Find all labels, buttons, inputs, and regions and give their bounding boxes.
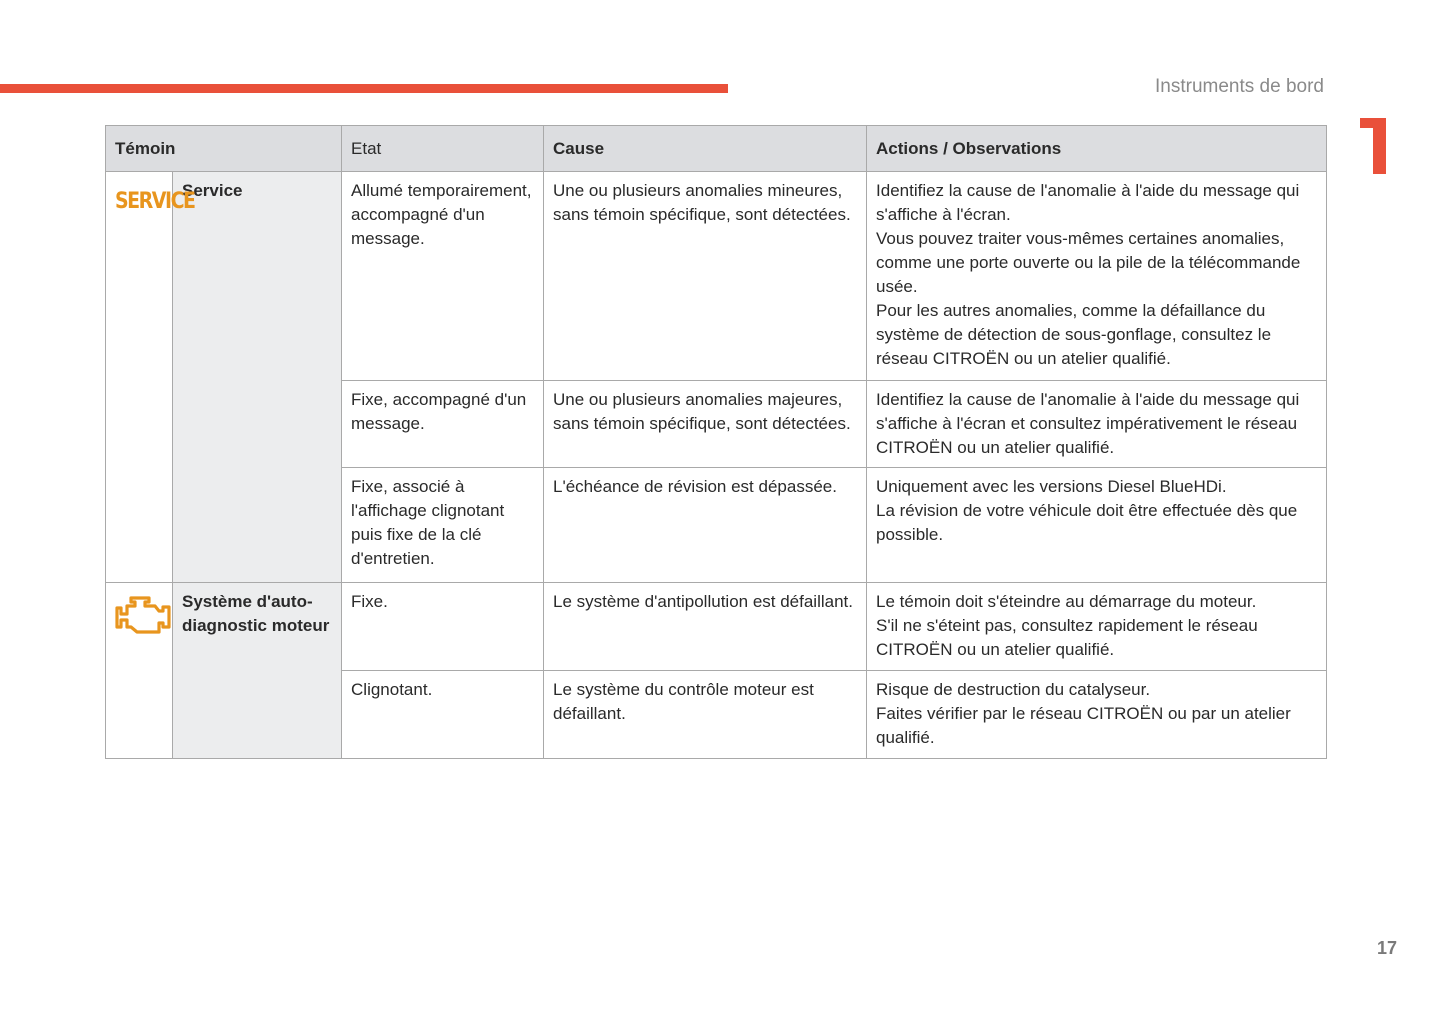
etat-cell: Allumé temporairement, accompagné d'un message. bbox=[342, 172, 544, 381]
column-header-etat: Etat bbox=[342, 126, 544, 172]
actions-cell bbox=[867, 381, 1327, 468]
action-line: Le témoin doit s'éteindre au démarrage du moteur. bbox=[876, 592, 1257, 611]
etat-cell: Clignotant. bbox=[342, 671, 544, 759]
cause-cell: Une ou plusieurs anomalies mineures, sans témoin spécifique, sont détectées. bbox=[544, 172, 867, 381]
actions-cell bbox=[867, 172, 1327, 381]
service-warning-icon: SERVICE bbox=[115, 188, 195, 214]
header-accent-bar bbox=[0, 84, 728, 93]
actions-cell bbox=[867, 671, 1327, 759]
cause-cell: L'échéance de révision est dépassée. bbox=[544, 468, 867, 583]
etat-cell: Fixe. bbox=[342, 583, 544, 671]
icon-cell-service bbox=[106, 172, 195, 583]
column-header-cause: Cause bbox=[544, 126, 867, 172]
action-line: La révision de votre véhicule doit être effectuée dès que possible. bbox=[876, 501, 1298, 544]
actions-cell bbox=[867, 468, 1327, 583]
warning-lights-table bbox=[105, 125, 1327, 759]
table-row bbox=[106, 172, 1327, 381]
table-row bbox=[106, 583, 1327, 671]
action-line: Faites vérifier par le réseau CITROËN ou par un atelier qualifié. bbox=[876, 704, 1291, 747]
action-line: Risque de destruction du catalyseur. bbox=[876, 680, 1151, 699]
warning-name-service: Service bbox=[173, 172, 342, 583]
action-line: Vous pouvez traiter vous-mêmes certaines anomalies, comme une porte ouverte ou la pile de la télécommande usée. bbox=[876, 229, 1301, 296]
etat-cell: Fixe, accompagné d'un message. bbox=[342, 381, 544, 468]
icon-cell-engine bbox=[106, 583, 173, 759]
chapter-number-marker bbox=[1360, 118, 1388, 174]
section-title: Instruments de bord bbox=[1155, 76, 1324, 97]
etat-cell: Fixe, associé à l'affichage clignotant puis fixe de la clé d'entretien. bbox=[342, 468, 544, 583]
page-number: 17 bbox=[1376, 938, 1397, 958]
cause-cell: Le système d'antipollution est défaillant. bbox=[544, 583, 867, 671]
column-header-actions: Actions / Observations bbox=[867, 126, 1327, 172]
cause-cell: Une ou plusieurs anomalies majeures, sans témoin spécifique, sont détectées. bbox=[544, 381, 867, 468]
warning-name-engine: Système d'auto-diagnostic moteur bbox=[173, 583, 342, 759]
actions-cell bbox=[867, 583, 1327, 671]
chapter-number-stem bbox=[1373, 118, 1386, 174]
action-line: Identifiez la cause de l'anomalie à l'aide du message qui s'affiche à l'écran et consultez impérativement le réseau CITROËN ou un atelier qualifié. bbox=[876, 390, 1300, 457]
action-line: S'il ne s'éteint pas, consultez rapidement le réseau CITROËN ou un atelier qualifié. bbox=[876, 616, 1258, 659]
column-header-temoin: Témoin bbox=[106, 126, 342, 172]
action-line: Pour les autres anomalies, comme la défaillance du système de détection de sous-gonflage, consultez le réseau CITROËN ou un atelier qualifié. bbox=[876, 301, 1272, 368]
engine-check-icon bbox=[115, 594, 173, 638]
cause-cell: Le système du contrôle moteur est défaillant. bbox=[544, 671, 867, 759]
action-line: Uniquement avec les versions Diesel BlueHDi. bbox=[876, 477, 1227, 496]
table-header-row bbox=[106, 126, 1327, 172]
action-line: Identifiez la cause de l'anomalie à l'aide du message qui s'affiche à l'écran. bbox=[876, 181, 1300, 224]
